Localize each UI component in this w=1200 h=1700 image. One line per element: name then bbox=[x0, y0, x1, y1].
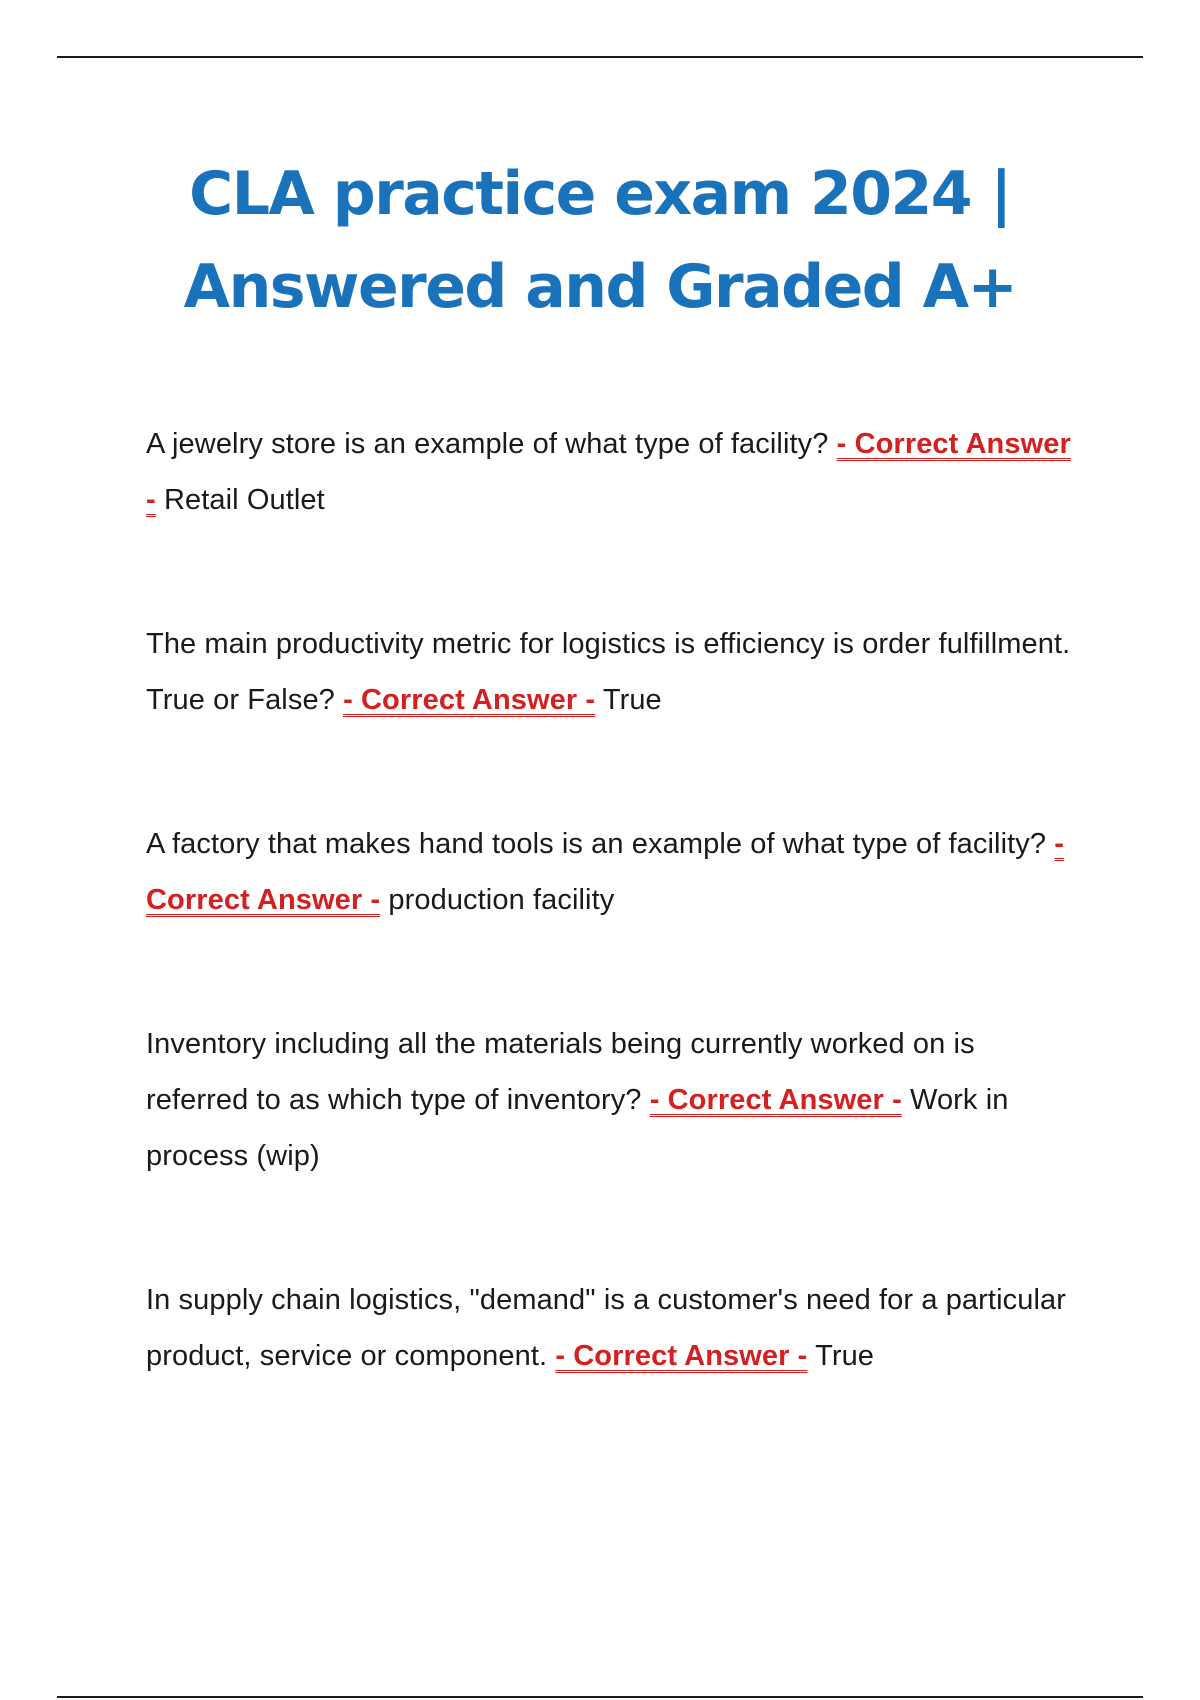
question-text: A factory that makes hand tools is an example of what type of facility? bbox=[146, 828, 1047, 860]
answer-text: production facility bbox=[388, 884, 615, 916]
correct-answer-marker: - Correct Answer - bbox=[555, 1340, 808, 1372]
title-line-1: CLA practice exam 2024 | bbox=[189, 159, 1011, 229]
qa-item-4 bbox=[146, 1016, 1076, 1184]
qa-item-1 bbox=[146, 416, 1076, 528]
answer-text: True bbox=[602, 684, 662, 716]
correct-answer-marker: - Correct Answer - bbox=[146, 428, 1071, 516]
qa-item-5 bbox=[146, 1272, 1076, 1384]
top-rule bbox=[57, 56, 1143, 58]
title-line-2: Answered and Graded A+ bbox=[183, 252, 1017, 322]
correct-answer-marker: - Correct Answer - bbox=[146, 828, 1065, 916]
bottom-rule bbox=[57, 1696, 1143, 1698]
question-text: A jewelry store is an example of what type of facility? bbox=[146, 428, 829, 460]
correct-answer-marker: - Correct Answer - bbox=[343, 684, 596, 716]
document-title bbox=[100, 148, 1100, 334]
answer-text: Work in process (wip) bbox=[146, 1084, 1009, 1172]
qa-item-2 bbox=[146, 616, 1076, 728]
question-text: In supply chain logistics, "demand" is a customer's need for a particular product, service or component. bbox=[146, 1284, 1066, 1372]
correct-answer-marker: - Correct Answer - bbox=[649, 1084, 902, 1116]
answer-text: True bbox=[815, 1340, 875, 1372]
question-text: The main productivity metric for logistics is efficiency is order fulfillment. True or False? bbox=[146, 628, 1071, 716]
answer-text: Retail Outlet bbox=[163, 484, 325, 516]
qa-item-3 bbox=[146, 816, 1076, 928]
question-text: Inventory including all the materials being currently worked on is referred to as which type of inventory? bbox=[146, 1028, 975, 1116]
